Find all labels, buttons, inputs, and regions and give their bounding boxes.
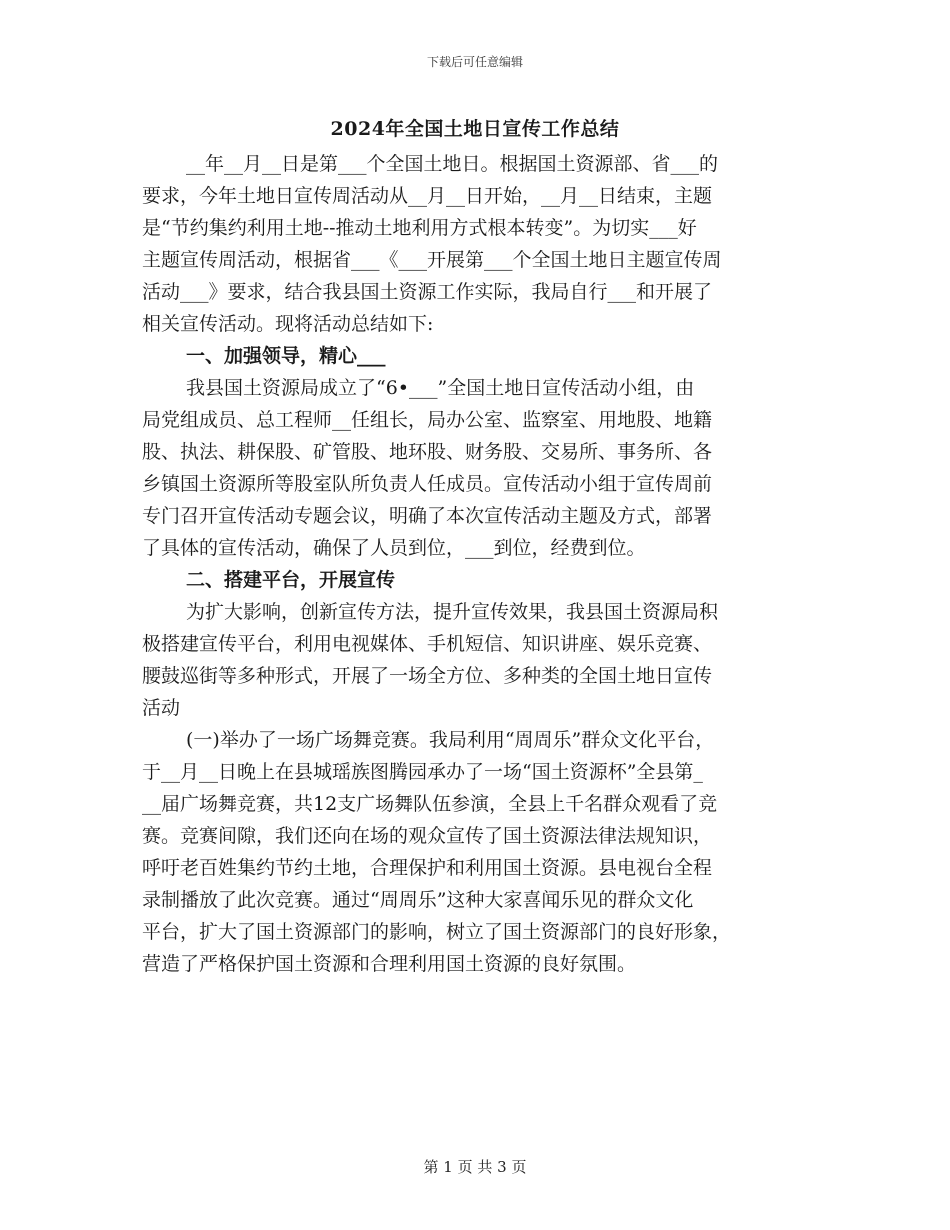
body-line: __年__月__日是第___个全国土地日。根据国土资源部、省___的: [186, 153, 719, 175]
document-title: 2024年全国土地日宣传工作总结: [330, 118, 620, 140]
body-line: 活动: [142, 697, 181, 719]
body-line: 极搭建宣传平台，利用电视媒体、手机短信、知识讲座、娱乐竞赛、: [142, 633, 713, 655]
body-line: 主题宣传周活动，根据省___《___开展第___个全国土地日主题宣传周: [142, 249, 722, 271]
body-line: 要求，今年土地日宣传周活动从__月__日开始，__月__日结束，主题: [142, 185, 713, 207]
body-line: 局党组成员、总工程师__任组长，局办公室、监察室、用地股、地籍: [142, 409, 713, 431]
document-body: [142, 148, 812, 980]
body-line: __届广场舞竞赛，共12支广场舞队伍参演，全县上千名群众观看了竞: [142, 793, 718, 815]
body-line: 我县国土资源局成立了“6•___”全国土地日宣传活动小组，由: [186, 377, 695, 399]
body-line: 录制播放了此次竞赛。通过“周周乐”这种大家喜闻乐见的群众文化: [142, 889, 694, 911]
body-line: 活动___》要求，结合我县国土资源工作实际，我局自行___和开展了: [142, 281, 713, 303]
section-heading: 一、加强领导，精心___: [186, 345, 386, 367]
body-line: 为扩大影响，创新宣传方法，提升宣传效果，我县国土资源局积: [186, 601, 719, 623]
page-number: 第 1 页 共 3 页: [423, 1158, 527, 1176]
body-line: 股、执法、耕保股、矿管股、地环股、财务股、交易所、事务所、各: [142, 441, 713, 463]
body-line: 相关宣传活动。现将活动总结如下:: [142, 313, 434, 335]
body-line: (一)举办了一场广场舞竞赛。我局利用“周周乐”群众文化平台，: [186, 729, 715, 751]
body-line: 是“节约集约利用土地--推动土地利用方式根本转变”。为切实___好: [142, 217, 697, 239]
body-line: 赛。竞赛间隙，我们还向在场的观众宣传了国土资源法律法规知识，: [142, 825, 713, 847]
body-line: 腰鼓巡街等多种形式，开展了一场全方位、多种类的全国土地日宣传: [142, 665, 713, 687]
body-line: 营造了严格保护国土资源和合理利用国土资源的良好氛围。: [142, 953, 637, 975]
body-line: 专门召开宣传活动专题会议，明确了本次宣传活动主题及方式，部署: [142, 505, 713, 527]
download-note: 下载后可任意编辑: [426, 55, 523, 69]
body-line: 呼吁老百姓集约节约土地，合理保护和利用国土资源。县电视台全程: [142, 857, 713, 879]
body-line: 平台，扩大了国土资源部门的影响，树立了国土资源部门的良好形象，: [142, 921, 732, 943]
body-line: 乡镇国土资源所等股室队所负责人任成员。宣传活动小组于宣传周前: [142, 473, 713, 495]
body-line: 了具体的宣传活动，确保了人员到位，___到位，经费到位。: [142, 537, 646, 559]
body-line: 于__月__日晚上在县城瑶族图腾园承办了一场“国土资源杯”全县第_: [142, 761, 703, 783]
section-heading: 二、搭建平台，开展宣传: [186, 569, 396, 591]
